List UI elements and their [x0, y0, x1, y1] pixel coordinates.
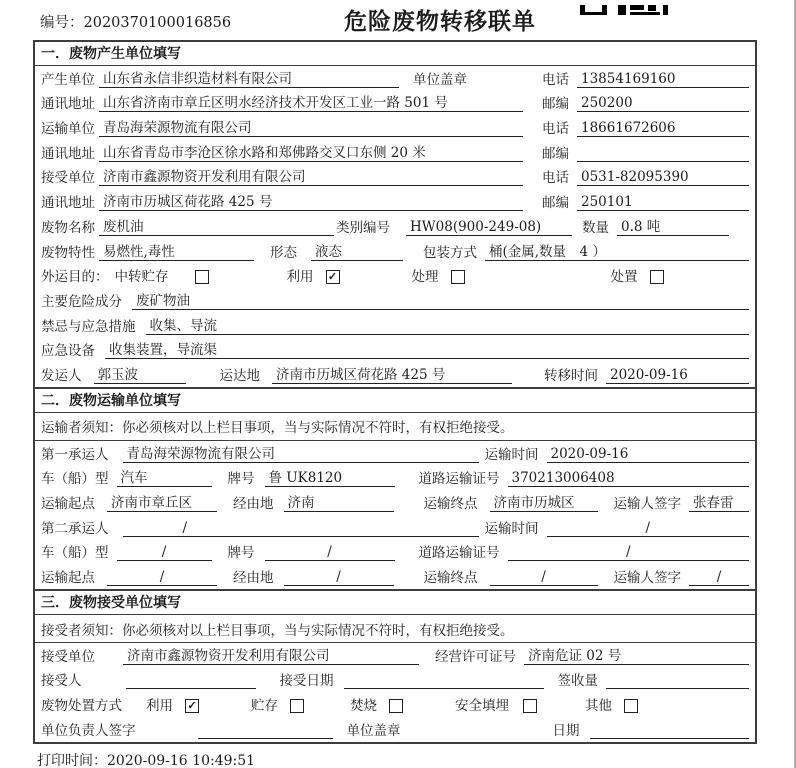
field-label: 处置 [610, 269, 638, 286]
field-label: 运输起点 [41, 496, 95, 512]
field-label: 牌号 [227, 545, 255, 562]
field-label: 通讯地址 [41, 96, 95, 113]
checkbox-treat [451, 270, 465, 284]
field-label: 电话 [542, 121, 569, 138]
field-label: 利用 [146, 698, 173, 715]
field-label: 废物处置方式 [41, 698, 122, 715]
carrier-signature-2-value: / [689, 569, 749, 586]
print-time-value: 2020-09-16 10:49:51 [107, 753, 256, 768]
row-waste-property [35, 239, 755, 264]
field-label: 类别编号 [336, 219, 390, 236]
row-route-1 [35, 490, 755, 515]
field-label: 道路运输证号 [418, 471, 500, 488]
row-waste-name [35, 214, 755, 239]
checkbox-utilize: ✓ [185, 699, 199, 713]
row-second-carrier [35, 515, 755, 540]
row-first-carrier [35, 441, 755, 466]
road-permit-value: 370213006408 [508, 470, 750, 487]
producer-phone-value: 13854169160 [577, 71, 749, 88]
doc-number-label: 编号： [40, 15, 84, 31]
destination-value: 济南市历城区荷花路 425 号 [272, 367, 512, 384]
field-label: 外运目的： [41, 269, 109, 286]
accepting-person-value [126, 688, 256, 689]
field-label: 废物名称 [41, 219, 95, 236]
signed-quantity-value [606, 688, 749, 689]
emergency-measures-value: 收集、导流 [146, 318, 750, 335]
waste-form-value: 液态 [311, 244, 403, 261]
row-disposal-method [35, 692, 755, 717]
print-time [37, 750, 255, 768]
field-label: 发运人 [41, 367, 82, 384]
field-label: 处理 [411, 269, 439, 286]
field-label: 经由地 [233, 496, 274, 512]
field-label: 运输人签字 [613, 570, 681, 587]
field-label: 牌号 [227, 471, 255, 488]
transport-address-value: 山东省青岛市李沧区徐水路和郑佛路交叉口东侧 20 米 [99, 145, 523, 162]
accept-date-value [344, 688, 544, 689]
transport-unit-value: 青岛海荣源物流有限公司 [99, 120, 523, 137]
unit-seal-label: 单位盖章 [346, 722, 401, 739]
carrier-signature-value: 张春雷 [689, 495, 749, 512]
checkbox-incinerate [389, 699, 403, 713]
waste-code-value: HW08(900-249-08) [406, 219, 572, 236]
plate-number-2-value: / [265, 544, 395, 561]
field-label: 运输时间 [484, 520, 539, 537]
row-transport-unit [35, 115, 755, 140]
row-emergency-measures [35, 313, 755, 338]
plate-number-value: 鲁 UK8120 [265, 470, 395, 487]
field-label: 接受单位 [41, 170, 95, 187]
field-label: 其他 [585, 698, 612, 715]
route-end-value: 济南市历城区 [490, 495, 598, 512]
field-label: 日期 [552, 722, 580, 739]
field-label: 主要危险成分 [41, 293, 122, 310]
receiver-address-value: 济南市历城区荷花路 425 号 [99, 194, 523, 211]
accepting-unit-value: 济南市鑫源物资开发利用有限公司 [123, 648, 419, 665]
unit-seal-label: 单位盖章 [413, 71, 467, 88]
field-label: 应急设备 [41, 343, 95, 360]
notice-text: 你必须核对以上栏目事项，当与实际情况不符时，有权拒绝接受。 [122, 622, 514, 639]
row-accepting-unit [35, 643, 755, 668]
section-producer-title: 一．废物产生单位填写 [35, 42, 755, 66]
route-end-2-value: / [490, 569, 598, 586]
field-label: 运输单位 [41, 121, 95, 138]
field-label: 数量 [582, 219, 609, 236]
transport-date-2-value: / [547, 520, 750, 537]
notice-label: 接受者须知： [41, 622, 122, 639]
row-producer-address [35, 91, 755, 116]
notice-text: 你必须核对以上栏目事项，当与实际情况不符时，有权拒绝接受。 [122, 420, 514, 437]
row-receiver-address [35, 189, 755, 214]
row-vehicle-type-2 [35, 540, 755, 565]
field-label: 接受单位 [41, 648, 95, 665]
row-receiver-unit [35, 165, 755, 190]
field-label: 运输人签字 [613, 496, 681, 512]
field-label: 电话 [542, 170, 569, 187]
doc-number [40, 11, 231, 32]
waste-property-value: 易燃性,毒性 [99, 244, 254, 261]
row-producer-unit [35, 66, 755, 91]
checkbox-dispose [650, 270, 664, 284]
second-carrier-value: / [123, 520, 479, 537]
field-label: 运输时间 [484, 446, 539, 463]
vehicle-type-2-value: / [117, 544, 212, 561]
qr-code-fragment [580, 0, 668, 10]
field-label: 运输终点 [423, 496, 478, 512]
checkbox-storage [290, 699, 304, 713]
field-label: 禁忌与应急措施 [41, 318, 136, 335]
field-label: 单位负责人签字 [41, 722, 136, 739]
waste-name-value: 废机油 [99, 219, 334, 236]
row-outbound-purpose [35, 264, 755, 289]
checkbox-landfill [523, 699, 537, 713]
field-label: 产生单位 [41, 71, 95, 88]
transporter-notice [35, 413, 755, 441]
transport-zip-value [577, 161, 749, 162]
row-shipper [35, 362, 755, 387]
waste-quantity-value: 0.8 吨 [617, 219, 729, 236]
packaging-value: 桶(金属,数量 4 ） [485, 244, 749, 261]
transport-date-value: 2020-09-16 [547, 446, 750, 463]
field-label: 焚烧 [350, 698, 377, 715]
field-label: 电话 [542, 71, 569, 88]
page-title: 危险废物转移联单 [344, 8, 536, 35]
field-label: 安全填埋 [455, 698, 509, 715]
checkbox-transfer-storage [195, 270, 209, 284]
field-label: 道路运输证号 [418, 545, 500, 562]
route-via-2-value: / [284, 569, 394, 586]
row-hazard-components [35, 288, 755, 313]
section-receiver-title: 三．废物接受单位填写 [35, 591, 755, 615]
row-responsible-signature [35, 717, 755, 742]
field-label: 利用 [286, 269, 314, 286]
field-label: 形态 [270, 244, 297, 261]
emergency-equipment-value: 收集装置，导流渠 [105, 342, 749, 359]
field-label: 邮编 [542, 145, 569, 162]
field-label: 包装方式 [423, 244, 477, 261]
doc-number-value: 2020370100016856 [83, 15, 232, 31]
first-carrier-value: 青岛海荣源物流有限公司 [123, 446, 479, 463]
field-label: 通讯地址 [41, 195, 95, 212]
producer-unit-value: 山东省永信非织造材料有限公司 [99, 71, 399, 88]
receiver-phone-value: 0531-82095390 [577, 169, 749, 186]
receiver-notice [35, 615, 755, 643]
field-label: 运达地 [219, 367, 260, 384]
section-transporter-title: 二．废物运输单位填写 [35, 389, 755, 413]
field-label: 经由地 [233, 570, 274, 587]
section-producer [35, 42, 755, 389]
section-receiver [35, 591, 755, 742]
checkbox-use: ✓ [326, 270, 340, 284]
route-via-value: 济南 [284, 495, 394, 512]
section-transporter [35, 389, 755, 591]
row-vehicle-type-1 [35, 466, 755, 491]
field-label: 车（船）型 [41, 545, 109, 562]
vehicle-type-value: 汽车 [117, 470, 212, 487]
route-origin-value: 济南市章丘区 [107, 495, 217, 512]
field-label: 接受日期 [279, 673, 334, 690]
license-number-value: 济南危证 02 号 [524, 648, 749, 665]
transport-phone-value: 18661672606 [577, 120, 749, 137]
field-label: 转移时间 [544, 367, 598, 384]
row-route-2 [35, 564, 755, 589]
field-label: 贮存 [251, 698, 278, 715]
checkbox-other [624, 699, 638, 713]
producer-address-value: 山东省济南市章丘区明水经济技术开发区工业一路 501 号 [99, 95, 523, 112]
field-label: 邮编 [542, 96, 569, 113]
responsible-signature-value [198, 738, 333, 739]
field-label: 通讯地址 [41, 145, 95, 162]
shipper-value: 郭玉波 [94, 367, 186, 384]
row-accepting-person [35, 668, 755, 693]
row-emergency-equipment [35, 338, 755, 363]
field-label: 车（船）型 [41, 471, 109, 488]
producer-zip-value: 250200 [577, 95, 749, 112]
field-label: 签收量 [557, 673, 598, 690]
print-time-label: 打印时间： [37, 753, 107, 768]
transfer-date-value: 2020-09-16 [606, 367, 749, 384]
hazard-components-value: 废矿物油 [132, 293, 749, 310]
field-label: 第二承运人 [41, 520, 109, 537]
road-permit-2-value: / [508, 544, 750, 561]
field-label: 经营许可证号 [435, 648, 516, 665]
manifest-form [33, 40, 757, 744]
receiver-unit-value: 济南市鑫源物资开发利用有限公司 [99, 169, 523, 186]
field-label: 运输起点 [41, 570, 95, 587]
receiver-zip-value: 250101 [577, 194, 749, 211]
route-origin-2-value: / [107, 569, 217, 586]
field-label: 运输终点 [423, 570, 478, 587]
field-label: 中转贮存 [114, 269, 169, 286]
field-label: 第一承运人 [41, 446, 109, 463]
seal-date-value [590, 738, 750, 739]
field-label: 接受人 [41, 673, 82, 690]
field-label: 废物特性 [41, 244, 95, 261]
field-label: 邮编 [542, 195, 569, 212]
notice-label: 运输者须知： [41, 420, 122, 437]
row-transport-address [35, 140, 755, 165]
